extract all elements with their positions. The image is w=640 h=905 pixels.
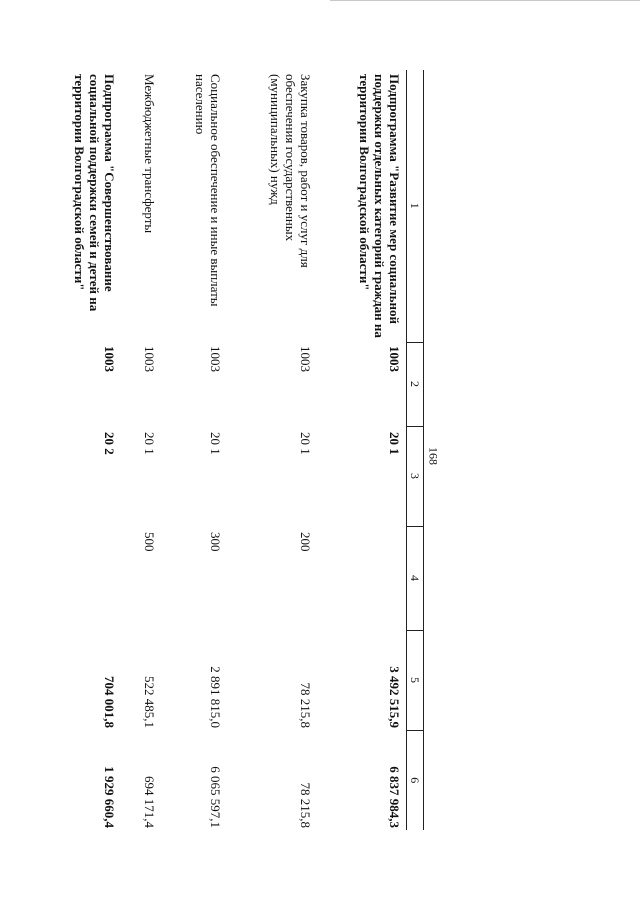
header-col-4: 4 <box>407 526 424 630</box>
budget-table <box>37 70 424 830</box>
row-section-code: 1003 <box>102 346 117 372</box>
row-amount-5: 2 891 815,0 <box>208 666 223 728</box>
header-row <box>407 70 424 830</box>
header-col-5: 5 <box>407 630 424 730</box>
row-amount-6: 6 837 984,3 <box>387 766 402 828</box>
header-col-6: 6 <box>407 730 424 830</box>
row-section-code: 1003 <box>387 346 402 372</box>
row-program-code: 20 1 <box>208 432 223 455</box>
row-program-code: 20 1 <box>387 432 402 455</box>
row-expense-type <box>317 526 407 630</box>
table-row <box>317 70 407 830</box>
row-name: Социальное обеспечение и иные выплаты населению <box>193 74 223 307</box>
row-name: Межбюджетные трансферты <box>142 74 157 234</box>
row-amount-5: 3 492 515,9 <box>387 666 402 728</box>
row-section-code: 1003 <box>208 346 223 372</box>
row-program-code: 20 2 <box>102 432 117 455</box>
row-amount-5: 78 215,8 <box>298 682 313 728</box>
row-amount-5: 704 001,8 <box>102 676 117 728</box>
row-amount-6: 78 215,8 <box>298 782 313 828</box>
row-amount-6: 6 065 597,1 <box>208 766 223 828</box>
header-col-1: 1 <box>407 70 424 342</box>
row-section-code: 1003 <box>142 346 157 372</box>
row-name: Закупка товаров, работ и услуг для обеспечения государственных (муниципальных) нужд <box>268 74 313 268</box>
page-number: 168 <box>426 447 441 465</box>
row-program-code: 20 1 <box>142 432 157 455</box>
row-amount-6: 1 929 660,4 <box>102 766 117 828</box>
row-expense-type: 300 <box>208 532 223 552</box>
row-expense-type: 200 <box>298 532 313 552</box>
table-row <box>227 70 317 830</box>
header-col-3: 3 <box>407 426 424 526</box>
table-row <box>121 70 161 830</box>
row-expense-type: 500 <box>142 532 157 552</box>
header-col-2: 2 <box>407 342 424 426</box>
rotated-table-container <box>72 70 424 830</box>
table-row <box>161 70 227 830</box>
row-amount-5: 522 485,1 <box>142 676 157 728</box>
table-row <box>37 70 121 830</box>
row-amount-6: 694 171,4 <box>142 776 157 828</box>
row-section-code: 1003 <box>298 346 313 372</box>
top-border-line <box>330 0 640 1</box>
row-expense-type <box>37 526 121 630</box>
row-program-code: 20 1 <box>298 432 313 455</box>
row-name: Подпрограмма "Совершенствование социальной поддержки семей и детей на территории Волгоградской области" <box>72 74 117 312</box>
row-name: Подпрограмма "Развитие мер социальной поддержки отдельных категорий граждан на территории Волгоградской области" <box>357 74 402 338</box>
